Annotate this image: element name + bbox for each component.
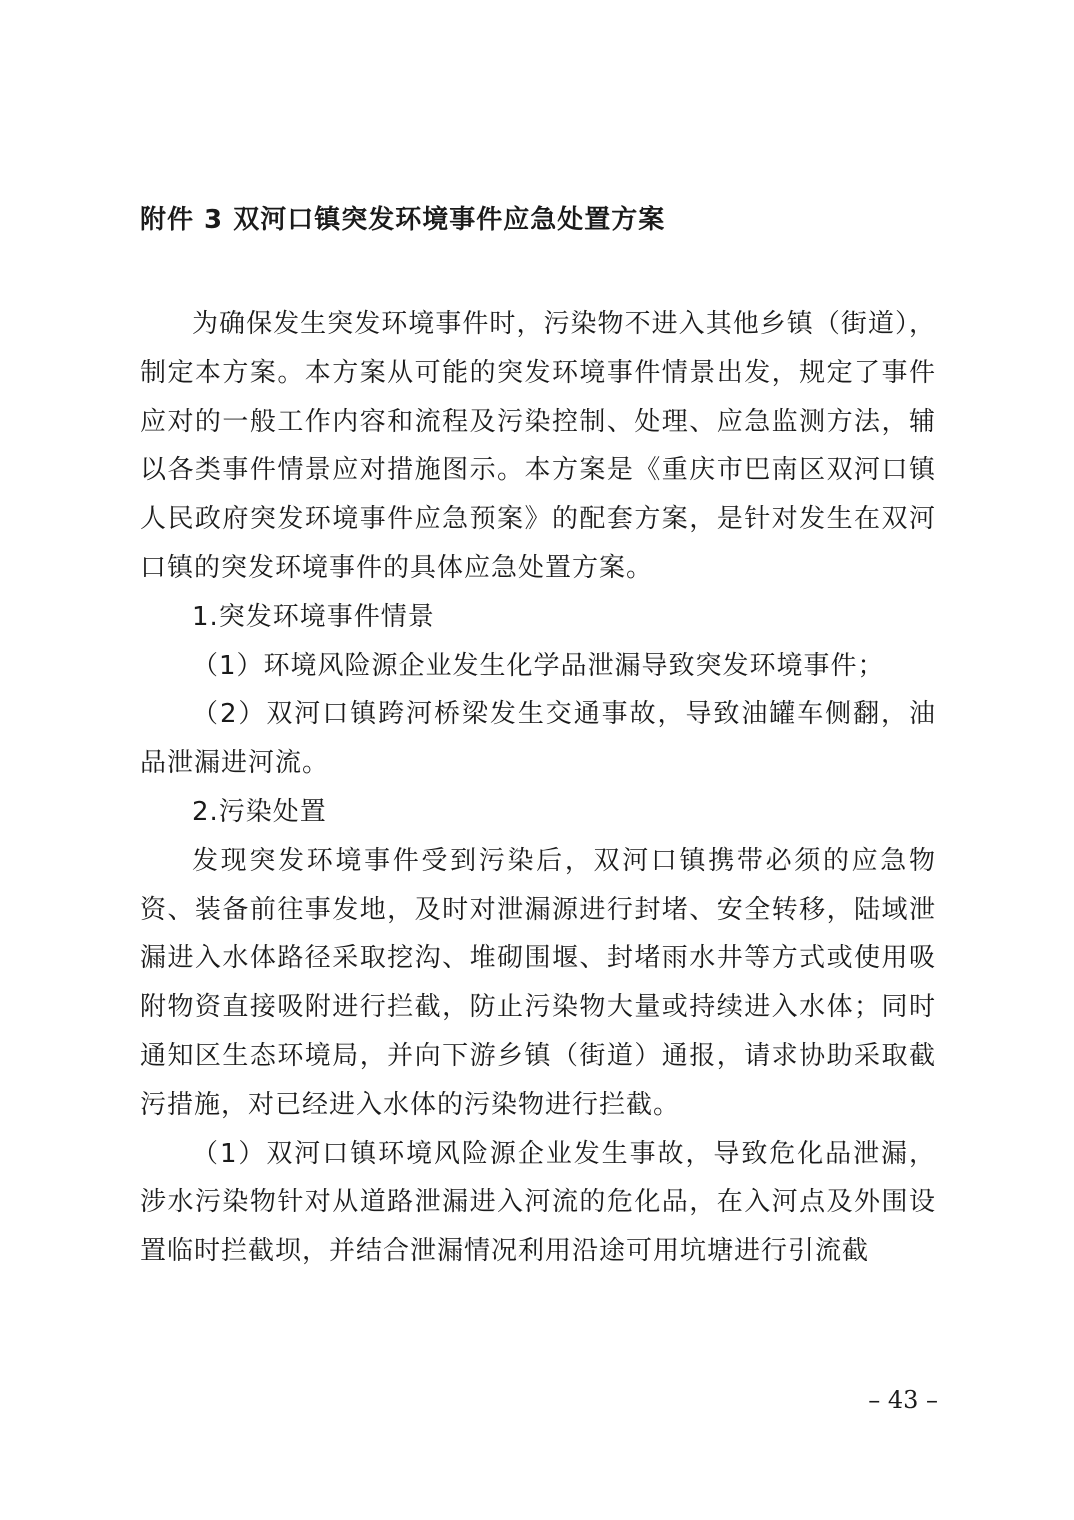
- scenario-item-1: （1）环境风险源企业发生化学品泄漏导致突发环境事件；: [192, 650, 885, 681]
- disposal-paragraph: 发现突发环境事件受到污染后，双河口镇携带必须的应急物资、装备前往事发地，及时对泄漏源进行封堵、安全转移，陆域泄漏进入水体路径采取挖沟、堆砌围堰、封堵雨水井等方式或使用吸附物资直接吸附进行拦截，防止污染物大量或持续进入水体；同时通知区生态环境局，并向下游乡镇（街道）通报，请求协助采取截污措施，对已经进入水体的污染物进行拦截。: [140, 845, 936, 1120]
- disposal-item-1: （1）双河口镇环境风险源企业发生事故，导致危化品泄漏，涉水污染物针对从道路泄漏进入河流的危化品，在入河点及外围设置临时拦截坝，并结合泄漏情况利用沿途可用坑塘进行引流截: [140, 1138, 936, 1267]
- scenario-item-2: （2）双河口镇跨河桥梁发生交通事故，导致油罐车侧翻，油品泄漏进河流。: [140, 699, 936, 779]
- page-number: – 43 –: [868, 1386, 938, 1414]
- section-heading-scenarios: 1.突发环境事件情景: [192, 601, 435, 632]
- section-heading-disposal: 2.污染处置: [192, 796, 327, 827]
- document-body: [140, 300, 936, 1276]
- document-heading: 附件 3 双河口镇突发环境事件应急处置方案: [140, 205, 666, 235]
- intro-paragraph: 为确保发生突发环境事件时，污染物不进入其他乡镇（街道），制定本方案。本方案从可能的突发环境事件情景出发，规定了事件应对的一般工作内容和流程及污染控制、处理、应急监测方法，辅以各类事件情景应对措施图示。本方案是《重庆市巴南区双河口镇人民政府突发环境事件应急预案》的配套方案，是针对发生在双河口镇的突发环境事件的具体应急处置方案。: [140, 309, 936, 583]
